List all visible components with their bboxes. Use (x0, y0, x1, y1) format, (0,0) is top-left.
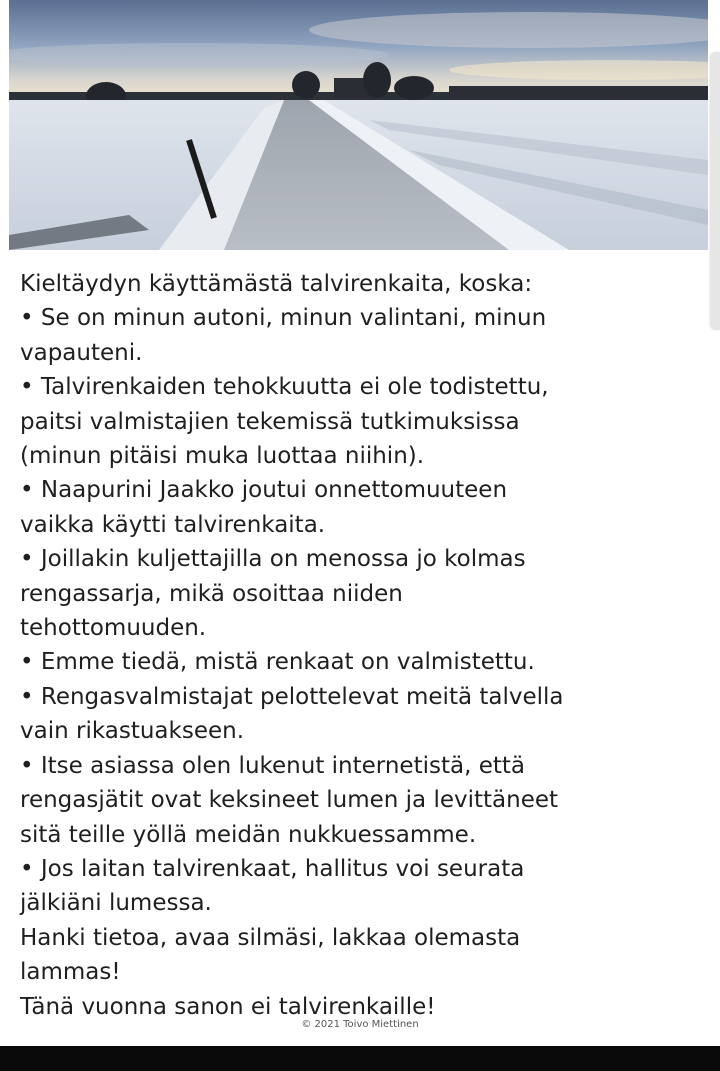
text-line: vaikka käytti talvirenkaita. (20, 511, 326, 538)
copyright-notice: © 2021 Toivo Miettinen (301, 1019, 419, 1030)
text-line: Tänä vuonna sanon ei talvirenkaille! (20, 993, 436, 1020)
text-line: rengasjätit ovat keksineet lumen ja levittäneet (20, 787, 559, 814)
text-line: tehottomuuden. (20, 615, 207, 642)
winter-road-illustration (9, 0, 708, 250)
text-line: • Joillakin kuljettajilla on menossa jo kolmas (20, 546, 526, 573)
text-line: • Emme tiedä, mistä renkaat on valmistettu. (20, 649, 535, 676)
text-line: sitä teille yöllä meidän nukkuessamme. (20, 821, 477, 848)
scroll-handle[interactable] (711, 52, 720, 330)
text-line: Hanki tietoa, avaa silmäsi, lakkaa olemasta (20, 924, 521, 951)
text-line: • Talvirenkaiden tehokkuutta ei ole todistettu, (20, 374, 549, 401)
text-line: • Itse asiassa olen lukenut internetistä, että (20, 752, 525, 779)
text-line: vapauteni. (20, 339, 143, 366)
text-line: • Se on minun autoni, minun valintani, minun (20, 305, 547, 332)
text-line: • Naapurini Jaakko joutui onnettomuuteen (20, 477, 508, 504)
winter-road-photo (9, 0, 708, 250)
text-line: Kieltäydyn käyttämästä talvirenkaita, koska: (20, 271, 533, 297)
bottom-bar (0, 1046, 720, 1071)
text-line: jälkiäni lumessa. (20, 890, 212, 917)
text-line: paitsi valmistajien tekemissä tutkimuksissa (20, 408, 520, 435)
text-line: vain rikastuakseen. (20, 718, 245, 745)
text-line: rengassarja, mikä osoittaa niiden (20, 580, 403, 607)
text-line: • Jos laitan talvirenkaat, hallitus voi seurata (20, 855, 525, 882)
text-line: • Rengasvalmistajat pelottelevat meitä talvella (20, 683, 564, 710)
message-text (20, 267, 700, 1024)
text-line: (minun pitäisi muka luottaa niihin). (20, 443, 425, 470)
text-line: lammas! (20, 959, 121, 986)
